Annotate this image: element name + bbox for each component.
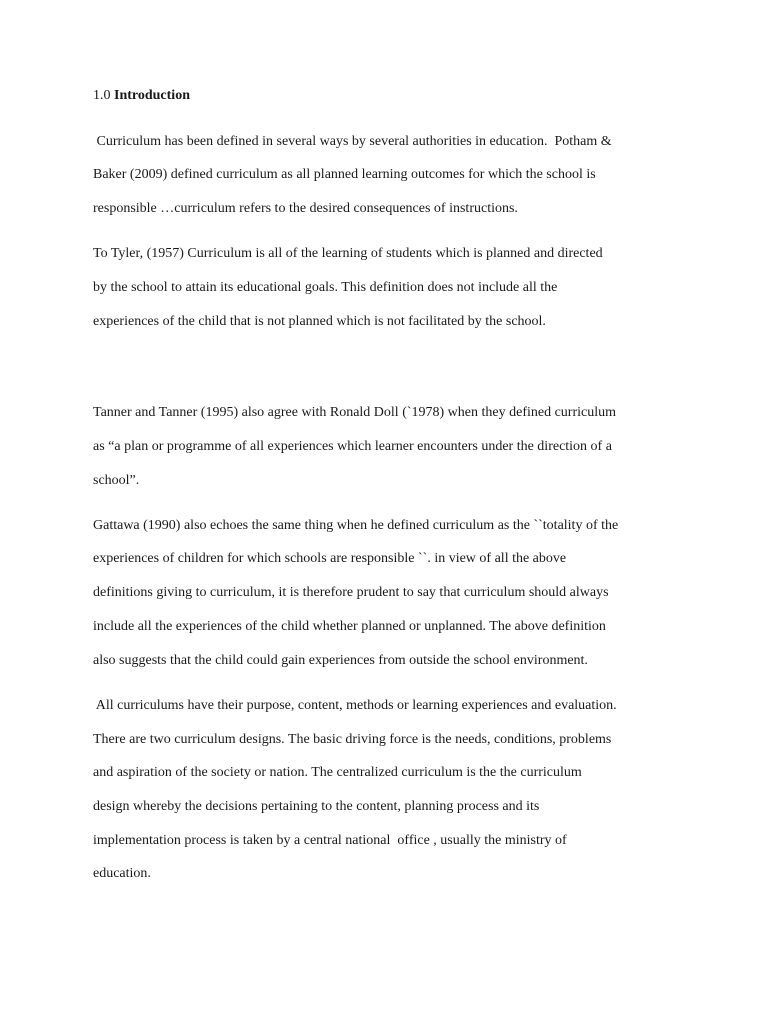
text-line: Tanner and Tanner (1995) also agree with Ronald Doll (`1978) when they defined curriculum	[93, 405, 617, 420]
text-line: by the school to attain its educational goals. This definition does not include all the	[93, 280, 558, 295]
text-line: responsible …curriculum refers to the desired consequences of instructions.	[93, 201, 518, 216]
text-line: design whereby the decisions pertaining to the content, planning process and its	[93, 799, 540, 814]
section-heading	[93, 86, 190, 106]
text-line: education.	[93, 866, 151, 881]
text-line: and aspiration of the society or nation. The centralized curriculum is the the curriculum	[93, 765, 582, 780]
text-line: Curriculum has been defined in several ways by several authorities in education. Potham &	[93, 134, 612, 149]
text-line: To Tyler, (1957) Curriculum is all of the learning of students which is planned and directed	[93, 246, 603, 261]
text-line: as “a plan or programme of all experiences which learner encounters under the direction of a	[93, 439, 612, 454]
section-title: Introduction	[114, 88, 190, 103]
text-line: Gattawa (1990) also echoes the same thing when he defined curriculum as the ``totality of the	[93, 518, 619, 533]
text-line: definitions giving to curriculum, it is therefore prudent to say that curriculum should always	[93, 585, 609, 600]
text-line: There are two curriculum designs. The basic driving force is the needs, conditions, problems	[93, 732, 612, 747]
text-line: school”.	[93, 473, 140, 488]
text-line: Baker (2009) defined curriculum as all planned learning outcomes for which the school is	[93, 167, 596, 182]
text-line: also suggests that the child could gain experiences from outside the school environment.	[93, 653, 588, 668]
text-line: implementation process is taken by a central national office , usually the ministry of	[93, 833, 567, 848]
text-line: include all the experiences of the child whether planned or unplanned. The above definition	[93, 619, 606, 634]
text-line: experiences of the child that is not planned which is not facilitated by the school.	[93, 314, 546, 329]
text-line: All curriculums have their purpose, content, methods or learning experiences and evaluation.	[93, 698, 617, 713]
section-number: 1.0	[93, 88, 111, 103]
text-line: experiences of children for which schools are responsible ``. in view of all the above	[93, 551, 567, 566]
